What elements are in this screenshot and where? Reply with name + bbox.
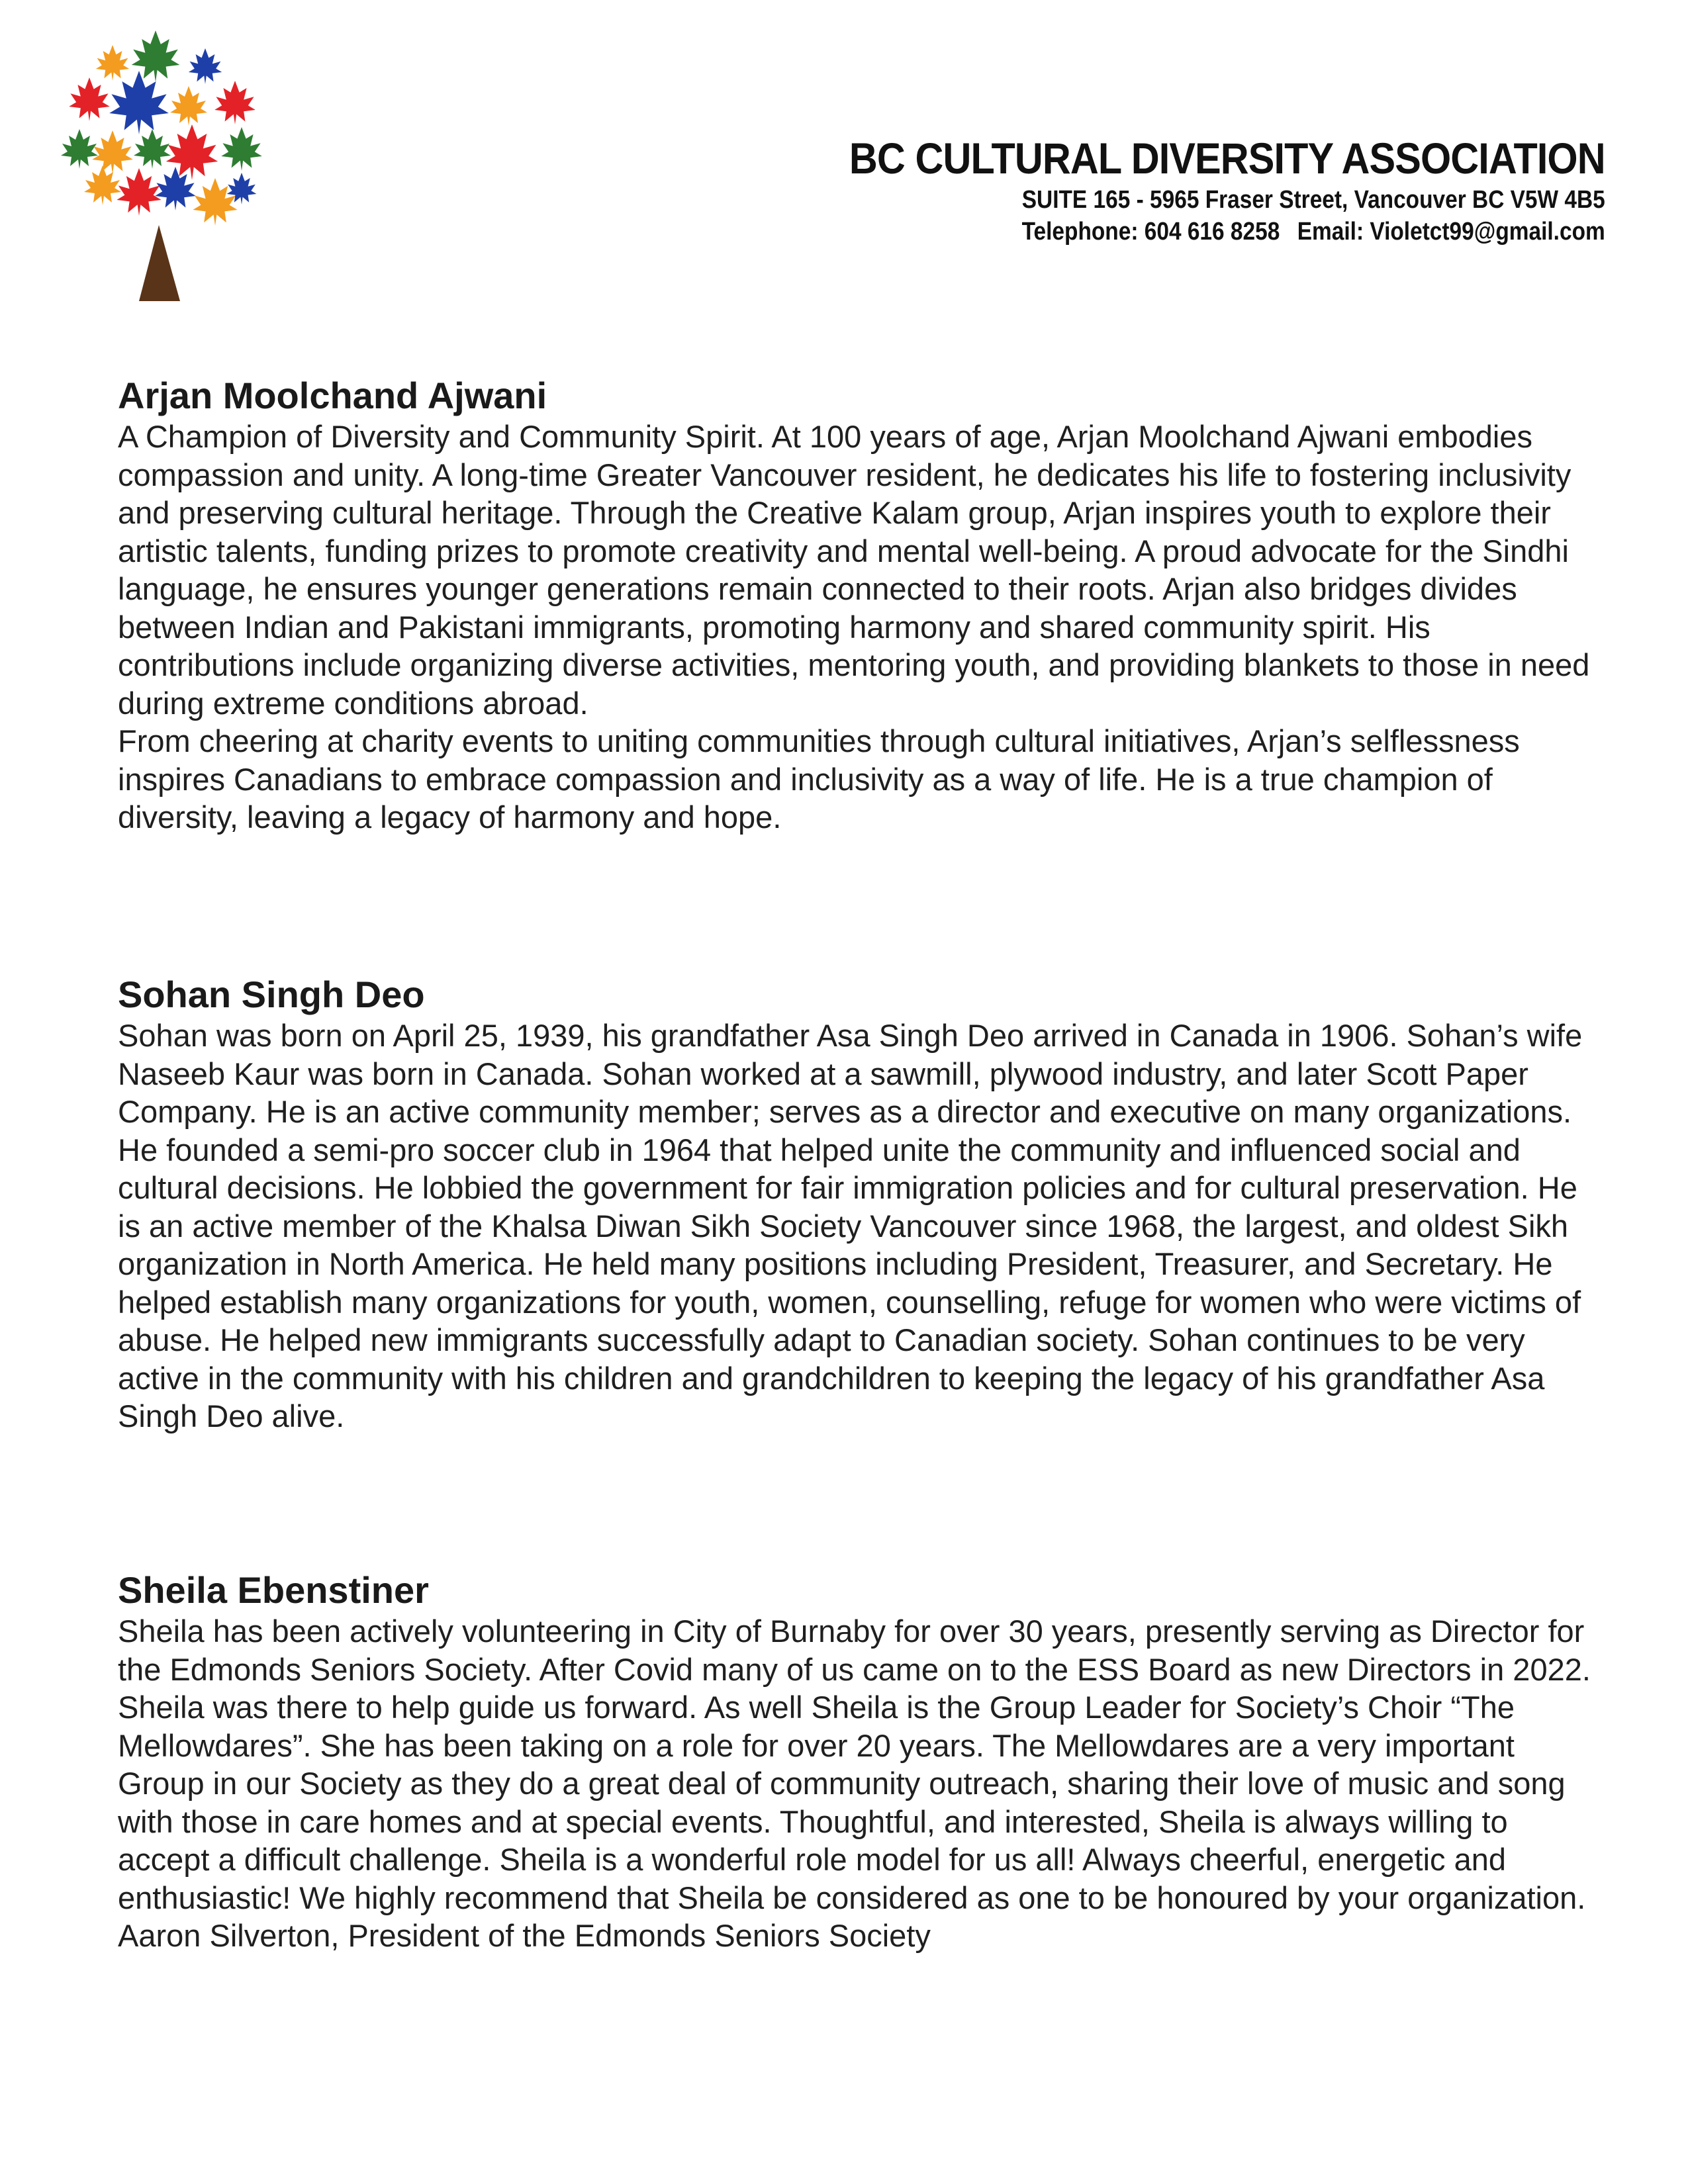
org-email: Email: Violetct99@gmail.com: [1297, 218, 1605, 246]
bio-paragraph: Sohan was born on April 25, 1939, his grandfather Asa Singh Deo arrived in Canada in 1906. Sohan’s wife Naseeb Kaur was born in Canada. Sohan worked at a sawmill, plywood industry, and later Scott Paper Company. He is an active community member; serves as a director and executive on many organizations. He founded a semi-pro soccer club in 1964 that helped unite the community and influenced social and cultural decisions. He lobbied the government for fair immigration policies and for cultural preservation. He is an active member of the Khalsa Diwan Sikh Society Vancouver since 1968, the largest, and oldest Sikh organization in North America. He held many positions including President, Treasurer, and Secretary. He helped establish many organizations for youth, women, counselling, refuge for women who were victims of abuse. He helped new immigrants successfully adapt to Canadian society. Sohan continues to be very active in the community with his children and grandchildren to keeping the legacy of his grandfather Asa Singh Deo alive.: [118, 1018, 1583, 1433]
bio-name: Arjan Moolchand Ajwani: [118, 375, 547, 416]
org-header: [765, 132, 1605, 248]
bio-paragraph: A Champion of Diversity and Community Spirit. At 100 years of age, Arjan Moolchand Ajwani embodies compassion and unity. A long-time Greater Vancouver resident, he dedicates his life to fostering inclusivity and preserving cultural heritage. Through the Creative Kalam group, Arjan inspires youth to explore their artistic talents, funding prizes to promote creativity and mental well-being. A proud advocate for the Sindhi language, he ensures younger generations remain connected to their roots. Arjan also bridges divides between Indian and Pakistani immigrants, promoting harmony and shared community spirit. His contributions include organizing diverse activities, mentoring youth, and providing blankets to those in need during extreme conditions abroad.: [118, 419, 1590, 721]
bio-paragraph: From cheering at charity events to uniting communities through cultural initiatives, Arjan’s selflessness inspires Canadians to embrace compassion and inclusivity as a way of life. He is a true champion of diversity, leaving a legacy of harmony and hope.: [118, 723, 1520, 835]
org-address: SUITE 165 - 5965 Fraser Street, Vancouver BC V5W 4B5: [1022, 186, 1605, 214]
logo: [40, 26, 278, 311]
maple-leaf-tree-icon: [40, 26, 278, 311]
bio-section: [118, 374, 1607, 837]
org-telephone: Telephone: 604 616 8258: [1021, 218, 1280, 246]
bio-section: [118, 973, 1607, 1435]
org-contact: [867, 216, 1605, 248]
bio-name: Sheila Ebenstiner: [118, 1569, 429, 1611]
bio-paragraph: Sheila has been actively volunteering in City of Burnaby for over 30 years, presently serving as Director for the Edmonds Seniors Society. After Covid many of us came on to the ESS Board as new Directors in 2022. Sheila was there to help guide us forward. As well Sheila is the Group Leader for Society’s Choir “The Mellowdares”. She has been taking on a role for over 20 years. The Mellowdares are a very important Group in our Society as they do a great deal of community outreach, sharing their love of music and song with those in care homes and at special events. Thoughtful, and interested, Sheila is always willing to accept a difficult challenge. Sheila is a wonderful role model for us all! Always cheerful, energetic and enthusiastic! We highly recommend that Sheila be considered as one to be honoured by your organization. Aaron Silverton, President of the Edmonds Seniors Society: [118, 1614, 1591, 1953]
bio-section: [118, 1569, 1607, 1955]
org-name: BC CULTURAL DIVERSITY ASSOCIATION: [849, 134, 1605, 183]
bio-name: Sohan Singh Deo: [118, 974, 425, 1015]
